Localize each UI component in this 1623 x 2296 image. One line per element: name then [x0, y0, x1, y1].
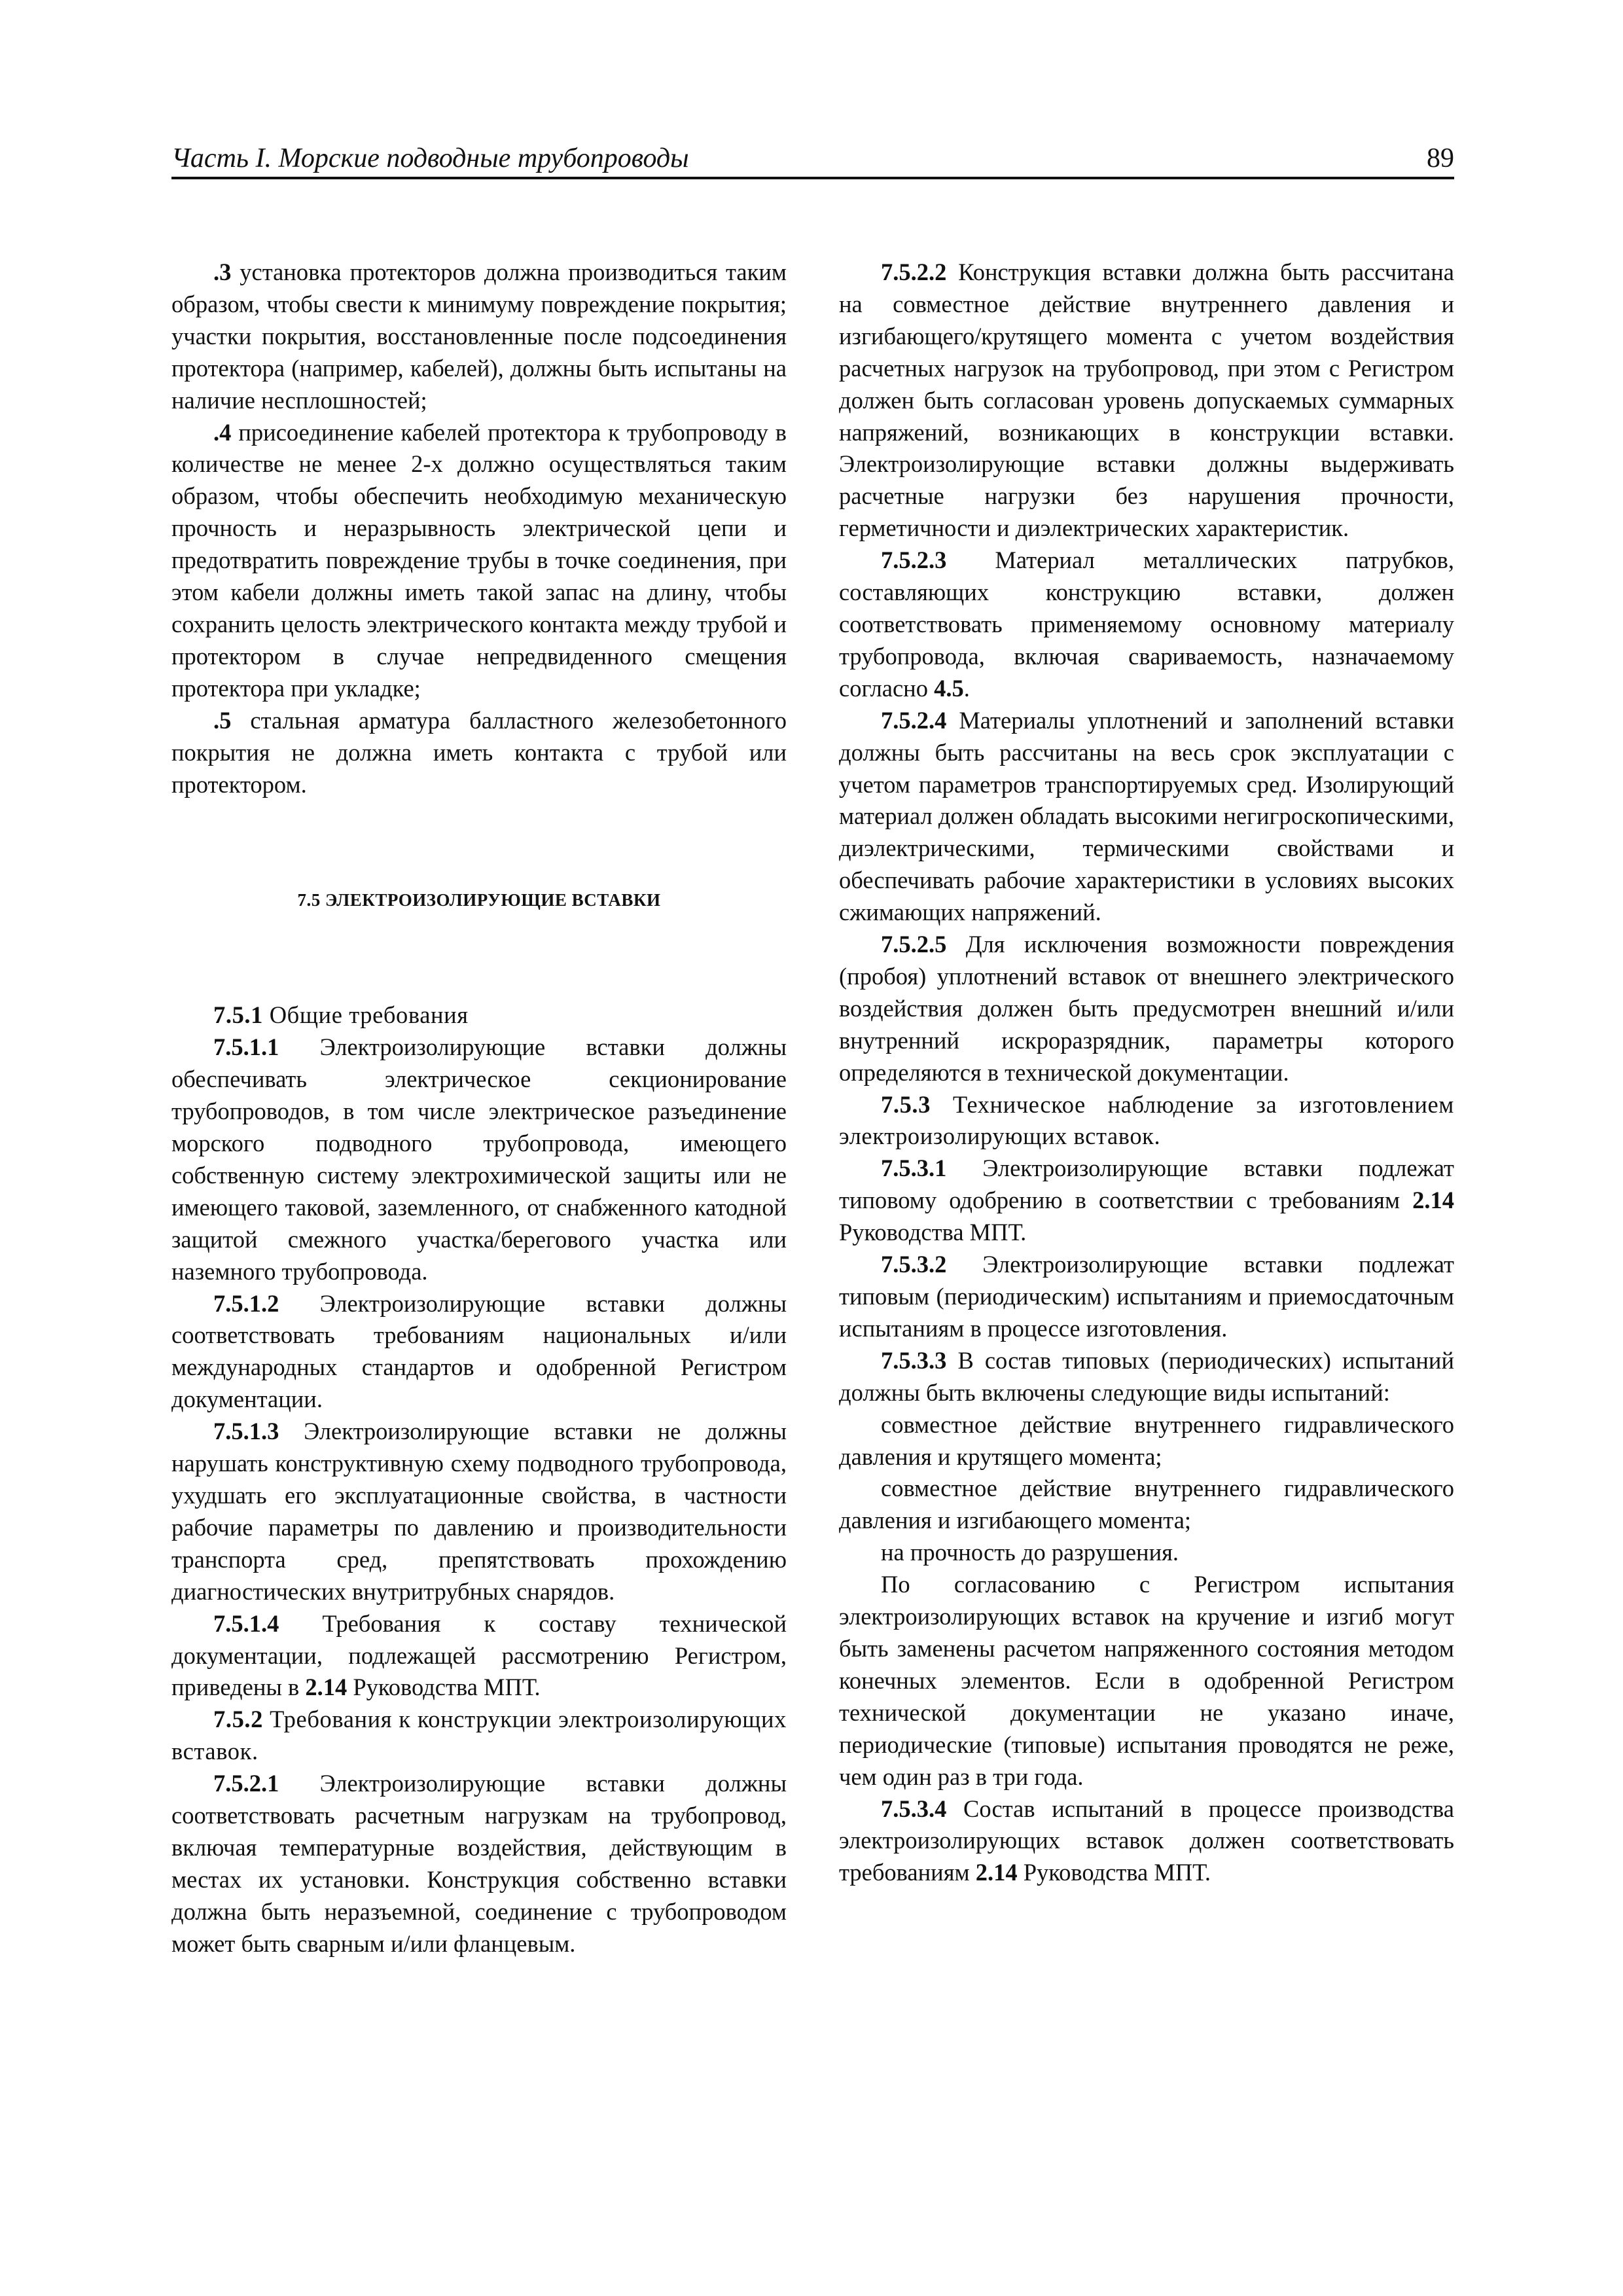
paragraph [171, 1608, 787, 1704]
clause-number: 7.5.1.3 [213, 1418, 279, 1445]
paragraph-text: Общие требования [263, 1001, 469, 1029]
clause-number: 7.5.2.4 [881, 706, 947, 734]
paragraph-text: Для исключения возможности повреждения (пробоя) уплотнений вставок от внешнего электрического воздействия должен быть предусмотрен внешний и/или внутренний искроразрядник, параметры которого определяются в технической документации. [839, 931, 1454, 1086]
clause-number: 7.5.2.2 [881, 259, 947, 285]
clause-number: 7.5.2.1 [213, 1770, 279, 1797]
item-text: установка протекторов должна производиться таким образом, чтобы свести к минимуму повреждение покрытия; участки покрытия, восстановленные после подсоединения протектора (например, кабелей), должны быть испытаны на наличие несплошностей; [171, 259, 787, 414]
header-rule [171, 177, 1454, 179]
paragraph-text-tail: . [963, 674, 970, 702]
left-column [171, 257, 787, 1960]
cross-reference: 2.14 [305, 1674, 348, 1701]
list-item [839, 1537, 1454, 1569]
clause-number: 7.5.3 [881, 1090, 931, 1118]
clause-number: 7.5.2 [213, 1706, 263, 1733]
item-number: .4 [213, 418, 232, 446]
clause-number: 7.5.2.5 [881, 931, 947, 958]
clause-number: 7.5.2.3 [881, 547, 947, 574]
list-item [839, 1409, 1454, 1473]
clause-number: 7.5.3.2 [881, 1251, 947, 1278]
paragraph-text: Конструкция вставки должна быть рассчитана на совместное действие внутреннего давления и изгибающего/крутящего момента с учетом воздействия расчетных нагрузок на трубопровод, при этом с Регистром должен быть согласован уровень допускаемых суммарных напряжений, возникающих в конструкции вставки. Электроизолирующие вставки должны выдерживать расчетные нагрузки без нарушения прочности, герметичности и диэлектрических характеристик. [839, 259, 1454, 542]
paragraph [171, 1288, 787, 1416]
item-number: .3 [213, 259, 232, 285]
page-number: 89 [1427, 143, 1454, 173]
paragraph [839, 929, 1454, 1089]
paragraph-text-tail: Руководства МПТ. [839, 1219, 1027, 1246]
paragraph [839, 1345, 1454, 1409]
paragraph [171, 1768, 787, 1960]
section-heading: 7.5 ЭЛЕКТРОИЗОЛИРУЮЩИЕ ВСТАВКИ [297, 890, 661, 910]
item-number: .5 [213, 706, 232, 734]
paragraph [171, 1704, 787, 1768]
paragraph-text: Электроизолирующие вставки должны соответствовать требованиям национальных и/или международных стандартов и одобренной Регистром документации. [171, 1289, 787, 1413]
paragraph [171, 1416, 787, 1607]
cross-reference: 2.14 [1412, 1187, 1454, 1214]
clause-number: 7.5.3.1 [881, 1155, 947, 1182]
cross-reference: 4.5 [934, 674, 964, 702]
clause-number: 7.5.1.4 [213, 1609, 279, 1637]
paragraph-text: Электроизолирующие вставки должны соответствовать расчетным нагрузкам на трубопровод, включая температурные воздействия, действующим в местах их установки. Конструкция собственно вставки должна быть неразъемной, соединение с трубопроводом может быть сварным и/или фланцевым. [171, 1770, 787, 1957]
paragraph-text-tail: Руководства МПТ. [1017, 1859, 1211, 1886]
paragraph-text: Техническое наблюдение за изготовлением электроизолирующих вставок. [839, 1090, 1454, 1150]
paragraph [839, 545, 1454, 705]
paragraph-text: Электроизолирующие вставки подлежат типовому одобрению в соответствии с требованиям [839, 1155, 1454, 1214]
paragraph-text: Материал металлических патрубков, составляющих конструкцию вставки, должен соответствовать применяемому основному материалу трубопровода, включая свариваемость, назначаемому согласно [839, 547, 1454, 702]
clause-number: 7.5.1.2 [213, 1289, 279, 1317]
paragraph-text: Требования к составу технической документации, подлежащей рассмотрению Регистром, приведены в [171, 1609, 787, 1701]
paragraph-text: совместное действие внутреннего гидравлического давления и изгибающего момента; [839, 1475, 1454, 1534]
clause-number: 7.5.3.3 [881, 1346, 947, 1374]
paragraph-text: В состав типовых (периодических) испытаний должны быть включены следующие виды испытаний: [839, 1346, 1454, 1406]
paragraph [839, 705, 1454, 929]
paragraph [839, 1249, 1454, 1345]
paragraph-text: Материалы уплотнений и заполнений вставки должны быть рассчитаны на весь срок эксплуатации с учетом параметров транспортируемых сред. Изолирующий материал должен обладать высокими негигроскопическими, диэлектрическими, термическими свойствами и обеспечивать рабочие характеристики в условиях высоких сжимающих напряжений. [839, 706, 1454, 926]
paragraph [839, 1793, 1454, 1890]
paragraph-text: Электроизолирующие вставки не должны нарушать конструктивную схему подводного трубопровода, ухудшать его эксплуатационные свойства, в частности рабочие параметры по давлению и производительности транспорта сред, препятствовать прохождению диагностических внутритрубных снарядов. [171, 1418, 787, 1605]
paragraph-text: По согласованию с Регистром испытания электроизолирующих вставок на кручение и изгиб могут быть заменены расчетом напряженного состояния методом конечных элементов. Если в одобренной Регистром технической документации не указано иначе, периодические (типовые) испытания проводятся не реже, чем один раз в три года. [839, 1571, 1454, 1790]
paragraph-text: Требования к конструкции электроизолирующих вставок. [171, 1706, 787, 1765]
paragraph-text: на прочность до разрушения. [881, 1539, 1179, 1566]
paragraph [839, 1569, 1454, 1793]
paragraph [839, 257, 1454, 545]
running-header [171, 143, 1454, 174]
running-title: Часть I. Морские подводные трубопроводы [171, 143, 689, 173]
paragraph-text: Состав испытаний в процессе производства электроизолирующих вставок должен соответствовать требованиям [839, 1795, 1454, 1886]
paragraph-text-tail: Руководства МПТ. [347, 1674, 541, 1701]
list-item [171, 257, 787, 417]
clause-number: 7.5.3.4 [881, 1795, 947, 1822]
right-column [839, 257, 1454, 1889]
clause-number: 7.5.1 [213, 1001, 263, 1029]
paragraph [839, 1089, 1454, 1153]
item-text: присоединение кабелей протектора к трубопроводу в количестве не менее 2-х должно осуществляться таким образом, чтобы обеспечить необходимую механическую прочность и неразрывность электрической цепи и предотвратить повреждение трубы в точке соединения, при этом кабели должны иметь такой запас на длину, чтобы сохранить целость электрического контакта между трубой и протектором в случае непредвиденного смещения протектора при укладке; [171, 418, 787, 702]
paragraph-text: Электроизолирующие вставки подлежат типовым (периодическим) испытаниям и приемосдаточным испытаниям в процессе изготовления. [839, 1251, 1454, 1342]
list-item [171, 705, 787, 801]
clause-number: 7.5.1.1 [213, 1033, 279, 1061]
paragraph-text: совместное действие внутреннего гидравлического давления и крутящего момента; [839, 1410, 1454, 1470]
list-item [839, 1473, 1454, 1537]
list-item [171, 417, 787, 705]
paragraph [839, 1153, 1454, 1249]
paragraph [171, 999, 787, 1031]
paragraph [171, 1031, 787, 1287]
cross-reference: 2.14 [975, 1859, 1018, 1886]
paragraph-text: Электроизолирующие вставки должны обеспечивать электрическое секционирование трубопроводов, в том числе электрическое разъединение морского подводного трубопровода, имеющего собственную систему электрохимической защиты или не имеющего таковой, заземленного, от снабженного катодной защитой смежного участка/берегового участка или наземного трубопровода. [171, 1033, 787, 1285]
item-text: стальная арматура балластного железобетонного покрытия не должна иметь контакта с трубой или протектором. [171, 706, 787, 798]
